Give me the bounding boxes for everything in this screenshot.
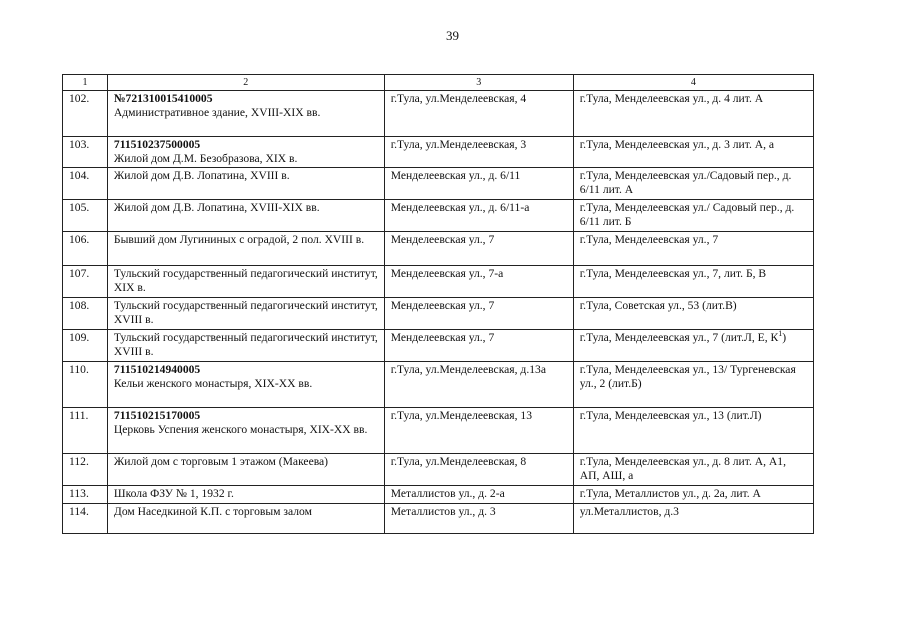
address-cell: Менделеевская ул., д. 6/11-а bbox=[384, 200, 573, 232]
table-row bbox=[63, 91, 814, 137]
location-cell bbox=[573, 298, 813, 330]
heritage-registry-table bbox=[62, 74, 814, 534]
address-cell: Менделеевская ул., 7 bbox=[384, 298, 573, 330]
object-name-cell bbox=[107, 330, 384, 362]
table-row bbox=[63, 454, 814, 486]
object-name-cell bbox=[107, 408, 384, 454]
location-cell bbox=[573, 168, 813, 200]
object-name-cell bbox=[107, 200, 384, 232]
row-number: 110. bbox=[63, 362, 108, 408]
object-name: Бывший дом Лугининых с оградой, 2 пол. XVIII в. bbox=[113, 233, 365, 246]
page-number: 39 bbox=[446, 28, 459, 43]
location-cell bbox=[573, 504, 813, 534]
object-name-cell bbox=[107, 91, 384, 137]
location-text: г.Тула, Менделеевская ул., 7 bbox=[579, 233, 719, 246]
registry-code: №721310015410005 bbox=[113, 92, 213, 105]
location-text: г.Тула, Металлистов ул., д. 2а, лит. А bbox=[579, 487, 761, 500]
object-name: Тульский государственный педагогический институт, XIX в. bbox=[113, 267, 378, 294]
table-row bbox=[63, 408, 814, 454]
location-text: ул.Металлистов, д.3 bbox=[579, 505, 679, 518]
table-row bbox=[63, 200, 814, 232]
object-name-cell bbox=[107, 298, 384, 330]
object-name: Церковь Успения женского монастыря, XIX-XX вв. bbox=[113, 423, 368, 436]
object-name: Тульский государственный педагогический институт, XVIII в. bbox=[113, 299, 378, 326]
object-name-cell bbox=[107, 362, 384, 408]
object-name: Кельи женского монастыря, XIX-XX вв. bbox=[113, 377, 313, 390]
location-cell bbox=[573, 91, 813, 137]
row-number: 108. bbox=[63, 298, 108, 330]
table-row bbox=[63, 330, 814, 362]
object-name: Административное здание, XVIII-XIX вв. bbox=[113, 106, 321, 119]
object-name-cell bbox=[107, 486, 384, 504]
location-text: г.Тула, Менделеевская ул./ Садовый пер., д. 6/11 лит. Б bbox=[579, 201, 795, 228]
location-text: г.Тула, Менделеевская ул., 7 (лит.Л, Е, К bbox=[579, 331, 779, 344]
location-cell bbox=[573, 408, 813, 454]
object-name-cell bbox=[107, 504, 384, 534]
registry-code: 711510214940005 bbox=[113, 363, 201, 376]
table-row bbox=[63, 504, 814, 534]
address-cell: Менделеевская ул., д. 6/11 bbox=[384, 168, 573, 200]
row-number: 113. bbox=[63, 486, 108, 504]
object-name: Тульский государственный педагогический институт, XVIII в. bbox=[113, 331, 378, 358]
location-text: г.Тула, Менделеевская ул., 13/ Тургеневская ул., 2 (лит.Б) bbox=[579, 363, 796, 390]
table-row bbox=[63, 266, 814, 298]
address-cell: г.Тула, ул.Менделеевская, 8 bbox=[384, 454, 573, 486]
registry-code: 711510215170005 bbox=[113, 409, 201, 422]
registry-code: 711510237500005 bbox=[113, 138, 201, 151]
table-row bbox=[63, 168, 814, 200]
row-number: 106. bbox=[63, 232, 108, 266]
address-cell: г.Тула, ул.Менделеевская, 13 bbox=[384, 408, 573, 454]
location-text: г.Тула, Менделеевская ул., д. 3 лит. А, а bbox=[579, 138, 775, 151]
location-text: г.Тула, Менделеевская ул., 13 (лит.Л) bbox=[579, 409, 762, 422]
row-number: 105. bbox=[63, 200, 108, 232]
table-row bbox=[63, 362, 814, 408]
object-name-cell bbox=[107, 232, 384, 266]
location-text: г.Тула, Менделеевская ул./Садовый пер., д. 6/11 лит. А bbox=[579, 169, 792, 196]
table-row bbox=[63, 298, 814, 330]
row-number: 112. bbox=[63, 454, 108, 486]
header-col-2: 2 bbox=[107, 75, 384, 91]
location-superscript: 1 bbox=[778, 329, 783, 339]
row-number: 109. bbox=[63, 330, 108, 362]
object-name: Школа ФЗУ № 1, 1932 г. bbox=[113, 487, 234, 500]
row-number: 104. bbox=[63, 168, 108, 200]
location-cell bbox=[573, 266, 813, 298]
address-cell: Менделеевская ул., 7-а bbox=[384, 266, 573, 298]
object-name-cell bbox=[107, 168, 384, 200]
location-text: г.Тула, Менделеевская ул., д. 4 лит. А bbox=[579, 92, 764, 105]
address-cell: г.Тула, ул.Менделеевская, 3 bbox=[384, 137, 573, 168]
header-row bbox=[63, 75, 814, 91]
location-cell bbox=[573, 330, 813, 362]
location-cell bbox=[573, 486, 813, 504]
object-name: Дом Наседкиной К.П. с торговым залом bbox=[113, 505, 312, 518]
row-number: 102. bbox=[63, 91, 108, 137]
location-cell bbox=[573, 454, 813, 486]
header-col-4: 4 bbox=[573, 75, 813, 91]
object-name: Жилой дом Д.В. Лопатина, XVIII в. bbox=[113, 169, 290, 182]
row-number: 111. bbox=[63, 408, 108, 454]
location-cell bbox=[573, 232, 813, 266]
location-cell bbox=[573, 200, 813, 232]
row-number: 114. bbox=[63, 504, 108, 534]
row-number: 107. bbox=[63, 266, 108, 298]
location-text: г.Тула, Менделеевская ул., 7, лит. Б, В bbox=[579, 267, 767, 280]
location-cell bbox=[573, 137, 813, 168]
object-name: Жилой дом с торговым 1 этажом (Макеева) bbox=[113, 455, 329, 468]
object-name-cell bbox=[107, 266, 384, 298]
location-tail: ) bbox=[782, 331, 787, 344]
location-cell bbox=[573, 362, 813, 408]
table-row bbox=[63, 232, 814, 266]
table-body bbox=[63, 91, 814, 534]
header-col-1: 1 bbox=[63, 75, 108, 91]
address-cell: г.Тула, ул.Менделеевская, 4 bbox=[384, 91, 573, 137]
object-name: Жилой дом Д.В. Лопатина, XVIII-XIX вв. bbox=[113, 201, 320, 214]
location-text: г.Тула, Советская ул., 53 (лит.В) bbox=[579, 299, 737, 312]
object-name-cell bbox=[107, 454, 384, 486]
address-cell: Металлистов ул., д. 2-а bbox=[384, 486, 573, 504]
header-col-3: 3 bbox=[384, 75, 573, 91]
table-row bbox=[63, 486, 814, 504]
address-cell: Менделеевская ул., 7 bbox=[384, 232, 573, 266]
address-cell: Менделеевская ул., 7 bbox=[384, 330, 573, 362]
object-name-cell bbox=[107, 137, 384, 168]
object-name: Жилой дом Д.М. Безобразова, XIX в. bbox=[113, 152, 298, 165]
location-text: г.Тула, Менделеевская ул., д. 8 лит. А, А1, АП, АШ, а bbox=[579, 455, 786, 482]
row-number: 103. bbox=[63, 137, 108, 168]
address-cell: Металлистов ул., д. 3 bbox=[384, 504, 573, 534]
address-cell: г.Тула, ул.Менделеевская, д.13а bbox=[384, 362, 573, 408]
table-row bbox=[63, 137, 814, 168]
